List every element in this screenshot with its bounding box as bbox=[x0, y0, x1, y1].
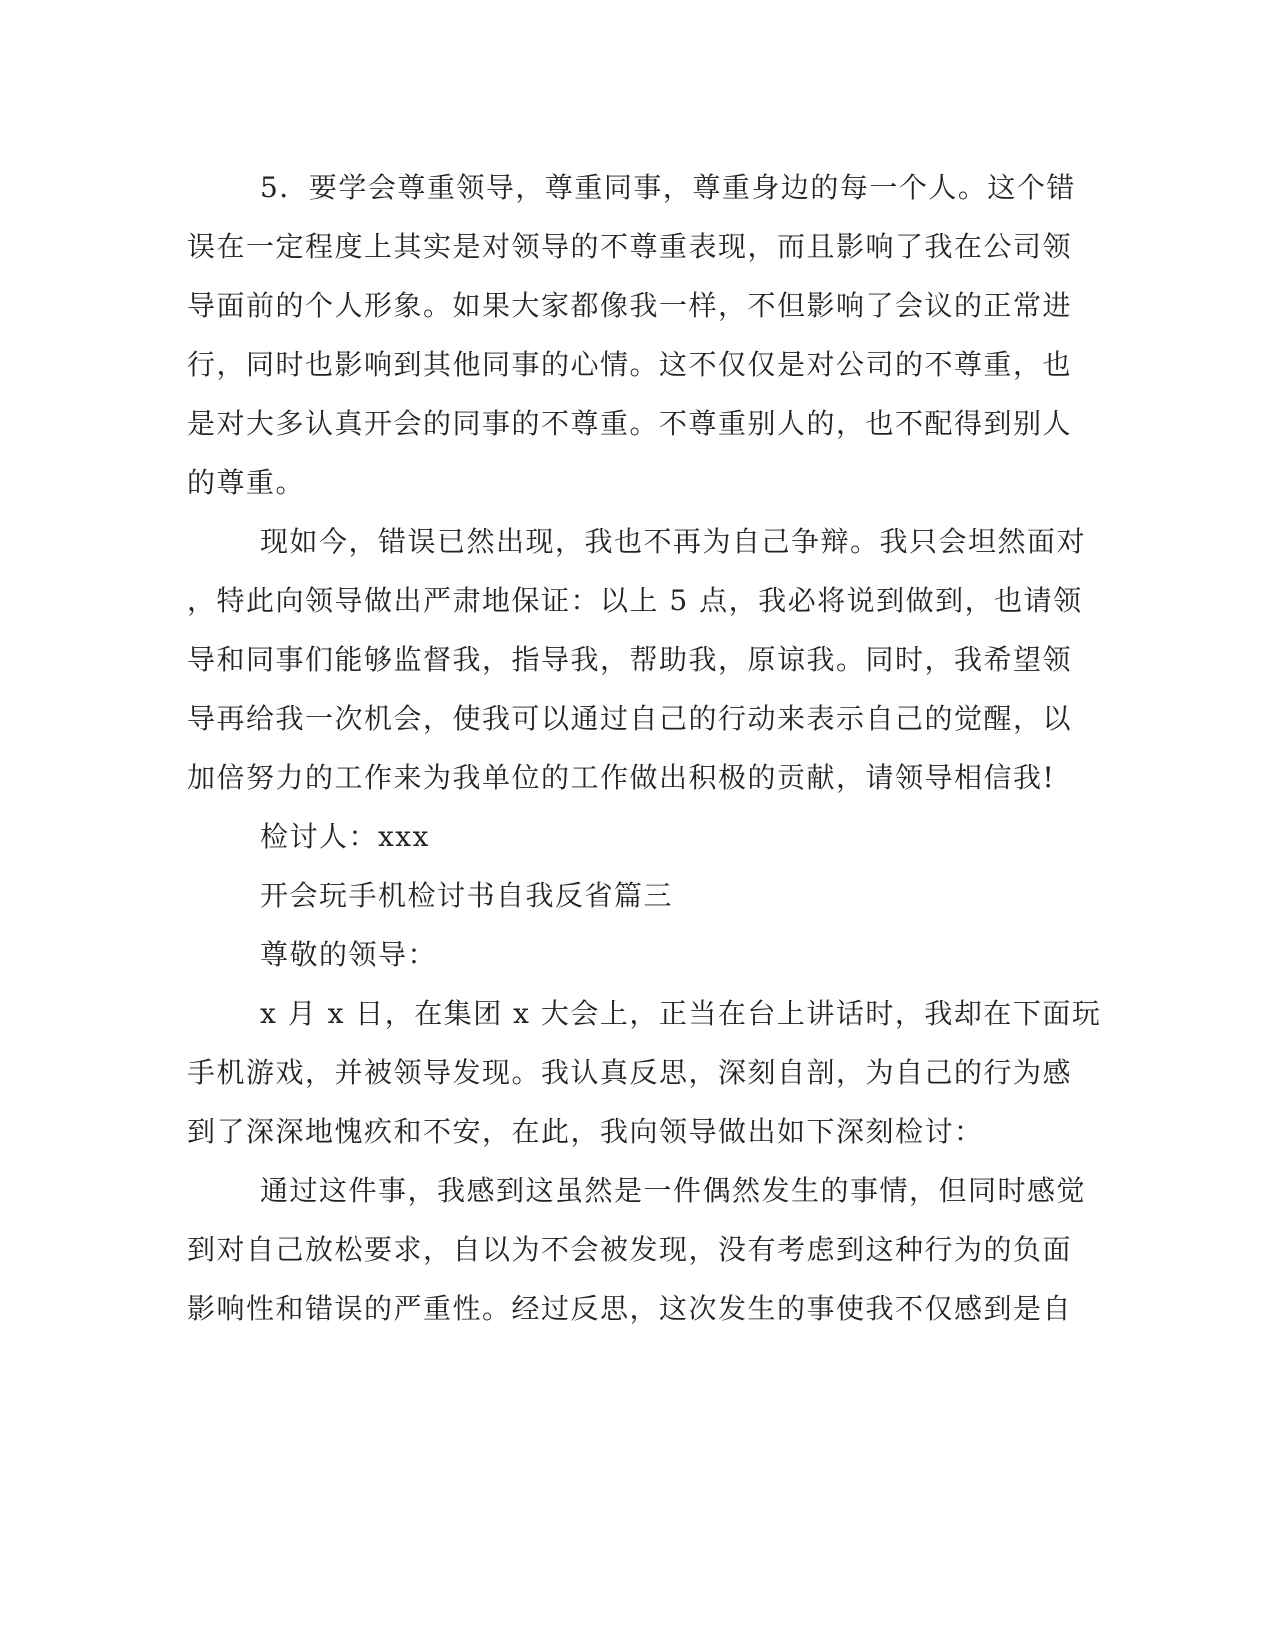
paragraph-line: 现如今，错误已然出现，我也不再为自己争辩。我只会坦然面对 bbox=[260, 525, 1087, 558]
paragraph-line: 的尊重。 bbox=[187, 466, 306, 499]
paragraph-line: 导面前的个人形象。如果大家都像我一样，不但影响了会议的正常进 bbox=[187, 289, 1073, 322]
paragraph-line: 到了深深地愧疚和不安，在此，我向领导做出如下深刻检讨： bbox=[187, 1115, 984, 1148]
paragraph-line: 通过这件事，我感到这虽然是一件偶然发生的事情，但同时感觉 bbox=[260, 1174, 1087, 1207]
paragraph-line: ，特此向领导做出严肃地保证：以上 5 点，我必将说到做到，也请领 bbox=[187, 584, 1083, 617]
paragraph-line: 影响性和错误的严重性。经过反思，这次发生的事使我不仅感到是自 bbox=[187, 1292, 1073, 1325]
paragraph-line: 误在一定程度上其实是对领导的不尊重表现，而且影响了我在公司领 bbox=[187, 230, 1073, 263]
paragraph-line: x 月 x 日，在集团 x 大会上，正当在台上讲话时，我却在下面玩 bbox=[260, 997, 1102, 1030]
paragraph-line: 加倍努力的工作来为我单位的工作做出积极的贡献，请领导相信我! bbox=[187, 761, 1056, 794]
signature-line: 检讨人：xxx bbox=[260, 820, 430, 853]
paragraph-line: 行，同时也影响到其他同事的心情。这不仅仅是对公司的不尊重，也 bbox=[187, 348, 1073, 381]
document-body bbox=[187, 158, 1102, 1338]
paragraph-line: 导再给我一次机会，使我可以通过自己的行动来表示自己的觉醒，以 bbox=[187, 702, 1073, 735]
salutation: 尊敬的领导： bbox=[260, 938, 438, 971]
paragraph-line: 到对自己放松要求，自以为不会被发现，没有考虑到这种行为的负面 bbox=[187, 1233, 1073, 1266]
paragraph-line: 5．要学会尊重领导，尊重同事，尊重身边的每一个人。这个错 bbox=[260, 171, 1076, 204]
paragraph-line: 手机游戏，并被领导发现。我认真反思，深刻自剖，为自己的行为感 bbox=[187, 1056, 1073, 1089]
paragraph-line: 导和同事们能够监督我，指导我，帮助我，原谅我。同时，我希望领 bbox=[187, 643, 1073, 676]
section-title: 开会玩手机检讨书自我反省篇三 bbox=[260, 879, 674, 912]
paragraph-line: 是对大多认真开会的同事的不尊重。不尊重别人的，也不配得到别人 bbox=[187, 407, 1073, 440]
